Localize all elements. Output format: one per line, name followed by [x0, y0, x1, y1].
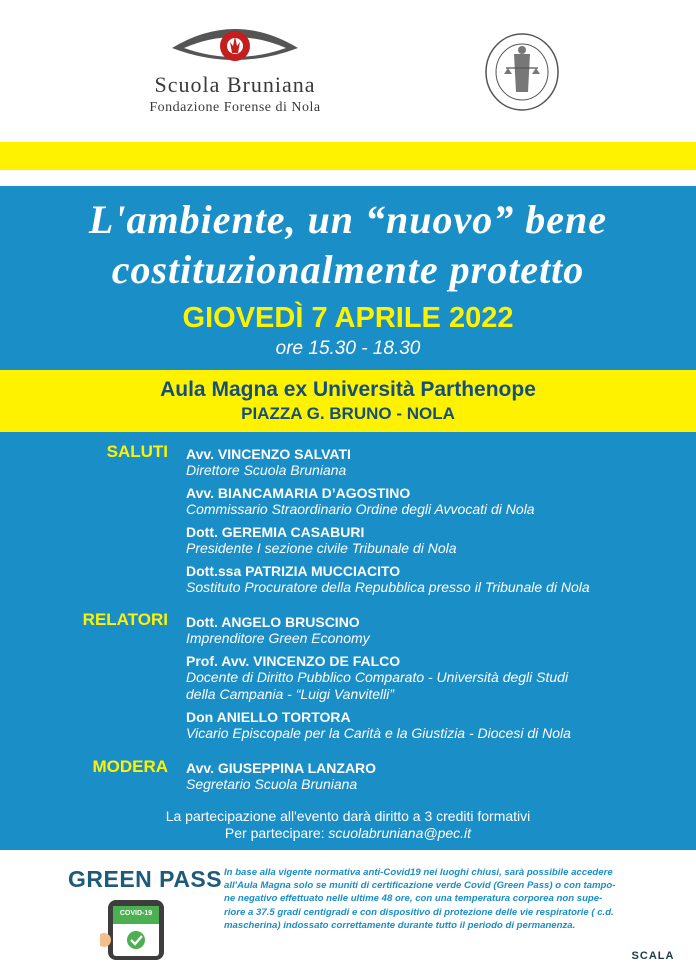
venue-address: PIAZZA G. BRUNO - NOLA [241, 404, 455, 423]
venue-name: Aula Magna ex Università Parthenope [160, 378, 536, 401]
logo-title: Scuola Bruniana [154, 72, 316, 97]
speaker-role: Imprenditore Green Economy [186, 630, 370, 646]
notice-line: In base alla vigente normativa anti-Covid19 nei luoghi chiusi, sarà possibile accedere [224, 867, 613, 878]
speaker-role-continued: della Campania - “Luigi Vanvitelli” [186, 686, 395, 702]
speaker-name: Avv. BIANCAMARIA D’AGOSTINO [186, 485, 411, 501]
speaker-role: Presidente I sezione civile Tribunale di Nola [186, 540, 457, 556]
notice-line: all'Aula Magna solo se muniti di certificazione verde Covid (Green Pass) o con tampo- [224, 880, 616, 892]
covid-notice [224, 866, 630, 932]
white-gap [0, 170, 696, 186]
green-pass-phone-illustration [100, 896, 172, 960]
event-title-line2: costituzionalmente protetto [111, 247, 585, 292]
speaker-role: Vicario Episcopale per la Carità e la Giustizia - Diocesi di Nola [186, 725, 571, 741]
speaker-role: Sostituto Procuratore della Repubblica presso il Tribunale di Nola [186, 579, 590, 595]
speaker-role: Commissario Straordinario Ordine degli Avvocati di Nola [186, 501, 535, 517]
speaker-name: Prof. Avv. VINCENZO DE FALCO [186, 653, 401, 669]
contact-email[interactable]: scuolabruniana@pec.it [328, 825, 472, 841]
speaker-role: Docente di Diritto Pubblico Comparato - Università degli Studi [186, 669, 569, 685]
notice-line: mascherina) indossato correttamente durante tutto il periodo di permanenza. [224, 919, 576, 931]
participate-label: Per partecipare: [224, 825, 325, 841]
event-time: ore 15.30 - 18.30 [275, 338, 421, 359]
event-date: GIOVEDÌ 7 APRILE 2022 [182, 302, 514, 334]
yellow-band-top [0, 142, 696, 170]
header [0, 0, 696, 142]
speaker-name: Don ANIELLO TORTORA [186, 709, 351, 725]
speaker-name: Dott. GEREMIA CASABURI [186, 524, 365, 540]
logo-subtitle: Fondazione Forense di Nola [149, 100, 321, 115]
scuola-bruniana-logo [140, 22, 330, 122]
notice-line: ne negativo effettuato nelle ultime 48 ore, con una temperatura corporea non supe- [224, 893, 603, 905]
speaker-name: Dott. ANGELO BRUSCINO [186, 614, 360, 630]
ordine-avvocati-seal [484, 32, 560, 112]
speaker-name: Dott.ssa PATRIZIA MUCCIACITO [186, 563, 401, 579]
speaker-role: Segretario Scuola Bruniana [186, 776, 358, 792]
section-label-saluti: SALUTI [106, 442, 168, 461]
section-label-modera: MODERA [92, 757, 168, 776]
green-pass-title: GREEN PASS [68, 866, 223, 892]
seal-icon [484, 32, 560, 112]
eye-logo-icon [170, 22, 300, 72]
credits-info: La partecipazione all'evento darà diritto a 3 crediti formativi [165, 808, 531, 824]
participation-info [0, 825, 696, 841]
notice-line: riore a 37.5 gradi centigradi e con dispositivo di protezione delle vie respiratorie ( c.d. [224, 906, 614, 918]
phone-label: COVID-19 [119, 910, 153, 917]
phone-icon [100, 896, 172, 960]
speaker-name: Avv. GIUSEPPINA LANZARO [186, 760, 377, 776]
speaker-name: Avv. VINCENZO SALVATI [186, 446, 351, 462]
section-label-relatori: RELATORI [82, 610, 168, 629]
event-title-line1: L'ambiente, un “nuovo” bene [88, 197, 608, 242]
speaker-role: Direttore Scuola Bruniana [186, 462, 347, 478]
scala-logo: SCALA [631, 950, 675, 962]
